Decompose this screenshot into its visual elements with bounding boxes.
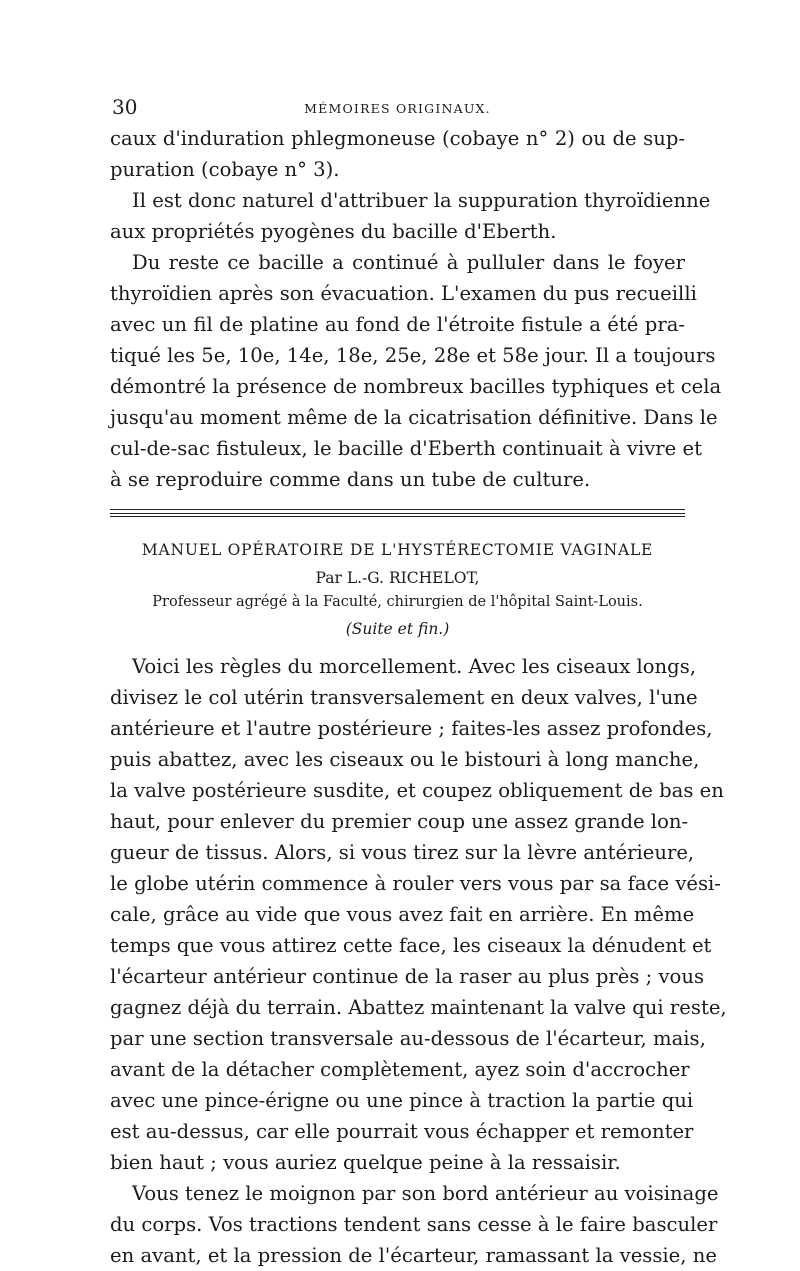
text-line: puration (cobaye n° 3). (110, 158, 340, 181)
article-body (110, 651, 727, 1271)
book-page (110, 95, 727, 1271)
text-line: avant de la détacher complètement, ayez soin d'accrocher (110, 1058, 690, 1081)
text-line: Voici les règles du morcellement. Avec les ciseaux longs, (132, 655, 696, 678)
text-line: en avant, et la pression de l'écarteur, ramassant la vessie, ne (110, 1244, 717, 1267)
paragraph (110, 185, 711, 247)
running-title: MÉMOIRES ORIGINAUX. (304, 101, 491, 116)
text-line: tiqué les 5e, 10e, 14e, 18e, 25e, 28e et 58e jour. Il a toujours (110, 344, 716, 367)
divider-rule (110, 513, 685, 514)
text-line: par une section transversale au-dessous de l'écarteur, mais, (110, 1027, 706, 1050)
text-line: du corps. Vos tractions tendent sans cesse à le faire basculer (110, 1213, 718, 1236)
text-line: divisez le col utérin transversalement en deux valves, l'une (110, 686, 698, 709)
text-line: démontré la présence de nombreux bacilles typhiques et cela (110, 375, 722, 398)
text-line: avec un fil de platine au fond de l'étroite fistule a été pra- (110, 313, 685, 336)
text-line: avec une pince-érigne ou une pince à traction la partie qui (110, 1089, 694, 1112)
divider-rule (110, 509, 685, 510)
text-line: le globe utérin commence à rouler vers vous par sa face vési- (110, 872, 721, 895)
article-title: MANUEL OPÉRATOIRE DE L'HYSTÉRECTOMIE VAGINALE (141, 541, 654, 559)
text-line: haut, pour enlever du premier coup une assez grande lon- (110, 810, 689, 833)
text-line: gagnez déjà du terrain. Abattez maintenant la valve qui reste, (110, 996, 727, 1019)
paragraph (110, 123, 685, 185)
paragraph (110, 651, 727, 1178)
text-line: gueur de tissus. Alors, si vous tirez sur la lèvre antérieure, (110, 841, 695, 864)
text-line: cale, grâce au vide que vous avez fait en arrière. En même (110, 903, 695, 926)
text-line: l'écarteur antérieur continue de la raser au plus près ; vous (110, 965, 704, 988)
divider-rule (110, 516, 685, 517)
author-affiliation: Professeur agrégé à la Faculté, chirurgien de l'hôpital Saint-Louis. (152, 594, 643, 610)
text-line: Vous tenez le moignon par son bord antérieur au voisinage (132, 1182, 719, 1205)
text-line: temps que vous attirez cette face, les ciseaux la dénudent et (110, 934, 712, 957)
paragraph (110, 1178, 719, 1271)
text-line: Du reste ce bacille a continué à pulluler dans le foyer (132, 251, 685, 274)
text-line: caux d'induration phlegmoneuse (cobaye n° 2) ou de sup- (110, 127, 685, 150)
text-line: Il est donc naturel d'attribuer la suppuration thyroïdienne (132, 189, 711, 212)
page-number: 30 (112, 95, 138, 119)
text-line: jusqu'au moment même de la cicatrisation définitive. Dans le (110, 406, 718, 429)
section-divider (110, 509, 685, 517)
article-byline: Par L.-G. RICHELOT, (315, 569, 480, 587)
text-line: cul-de-sac fistuleux, le bacille d'Eberth continuait à vivre et (110, 437, 702, 460)
text-line: thyroïdien après son évacuation. L'examen du pus recueilli (110, 282, 697, 305)
running-head (110, 95, 685, 123)
text-line: la valve postérieure susdite, et coupez obliquement de bas en (110, 779, 724, 802)
text-line: puis abattez, avec les ciseaux ou le bistouri à long manche, (110, 748, 700, 771)
text-line: à se reproduire comme dans un tube de culture. (110, 468, 591, 491)
text-line: est au-dessus, car elle pourrait vous échapper et remonter (110, 1120, 694, 1143)
paragraph (110, 247, 722, 495)
text-line: aux propriétés pyogènes du bacille d'Eberth. (110, 220, 557, 243)
section-continuation (110, 123, 722, 495)
text-line: bien haut ; vous auriez quelque peine à la ressaisir. (110, 1151, 621, 1174)
continuation-note: (Suite et fin.) (345, 620, 450, 638)
text-line: antérieure et l'autre postérieure ; faites-les assez profondes, (110, 717, 713, 740)
